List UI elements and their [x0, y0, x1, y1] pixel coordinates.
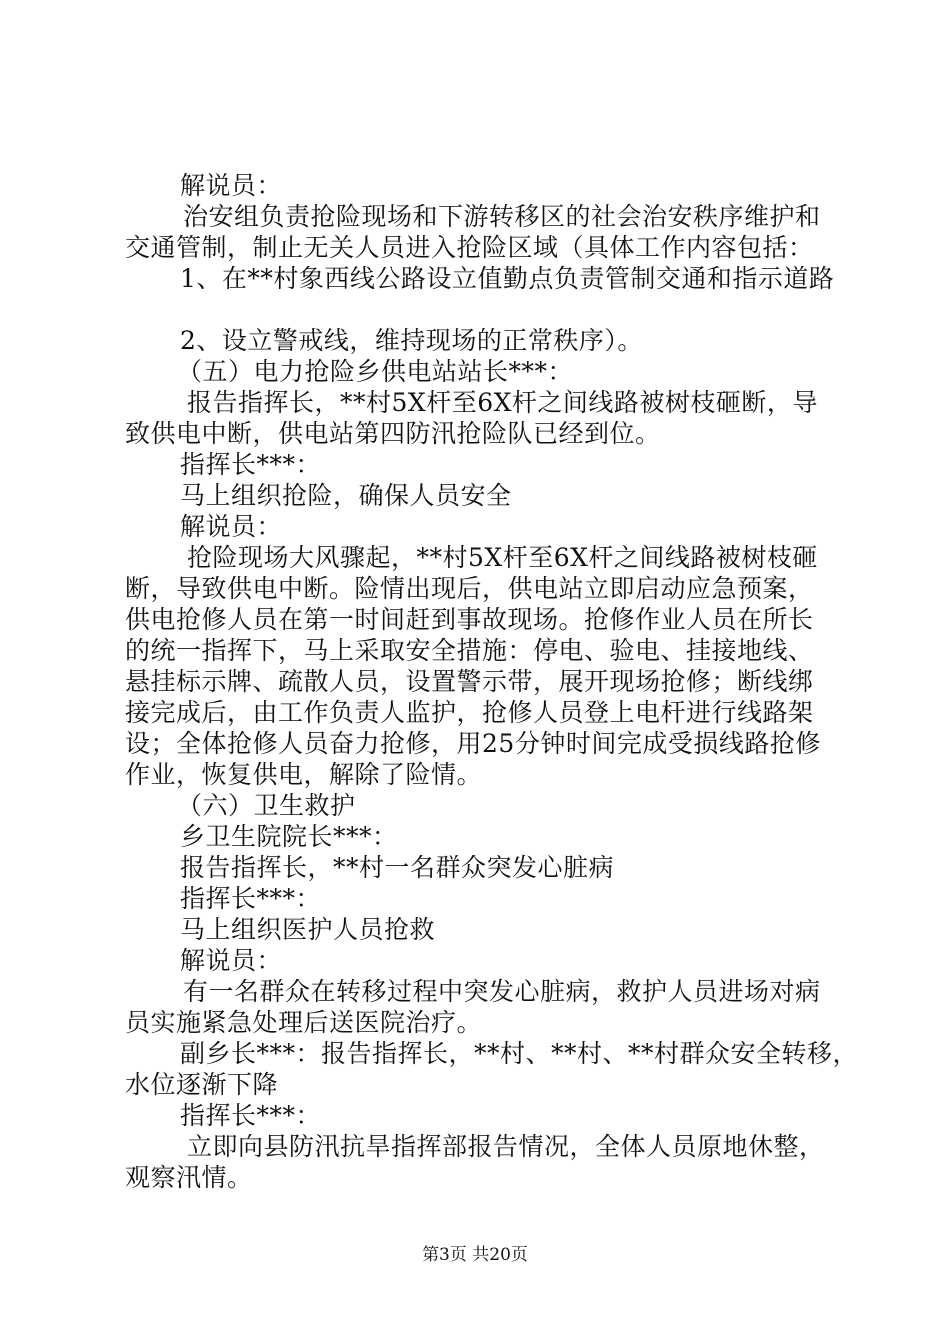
- text-line: 指挥长***：: [180, 884, 322, 913]
- text-line: 1、在**村象西线公路设立值勤点负责管制交通和指示道路: [180, 264, 835, 293]
- text-line: 立即向县防汛抗旱指挥部报告情况，全体人员原地休整，: [187, 1132, 825, 1161]
- text-line: 解说员：: [180, 946, 283, 975]
- text-line: 悬挂标示牌、疏散人员，设置警示带，展开现场抢修；断线绑: [125, 667, 814, 696]
- text-line: 设；全体抢修人员奋力抢修，用25分钟时间完成受损线路抢修: [125, 729, 821, 758]
- text-line: 马上组织医护人员抢救: [180, 915, 436, 944]
- text-line: 接完成后，由工作负责人监护，抢修人员登上电杆进行线路架: [125, 698, 814, 727]
- text-line: 供电抢修人员在第一时间赶到事故现场。抢修作业人员在所长: [125, 605, 814, 634]
- text-line: 断，导致供电中断。险情出现后，供电站立即启动应急预案，: [125, 574, 814, 603]
- blank-line: [125, 294, 845, 325]
- text-line: 马上组织抢险，确保人员安全: [180, 481, 512, 510]
- page-number-footer: 第3页 共20页: [422, 1245, 528, 1265]
- text-line: 交通管制，制止无关人员进入抢险区域（具体工作内容包括：: [125, 233, 814, 262]
- text-line: 治安组负责抢险现场和下游转移区的社会治安秩序维护和: [183, 202, 821, 231]
- text-line: 指挥长***：: [180, 1101, 322, 1130]
- text-line: 作业，恢复供电，解除了险情。: [125, 760, 483, 789]
- text-line: 的统一指挥下，马上采取安全措施：停电、验电、挂接地线、: [125, 636, 814, 665]
- text-line: 乡卫生院院长***：: [180, 822, 398, 851]
- text-line: 水位逐渐下降: [125, 1070, 279, 1099]
- text-line: 副乡长***：报告指挥长，**村、**村、**村群众安全转移，: [180, 1039, 859, 1068]
- text-line: 观察汛情。: [125, 1163, 253, 1192]
- text-line: 抢险现场大风骤起，**村5X杆至6X杆之间线路被树枝砸: [187, 543, 818, 572]
- text-line: 有一名群众在转移过程中突发心脏病，救护人员进场对病: [183, 977, 821, 1006]
- text-line: 致供电中断，供电站第四防汛抢险队已经到位。: [125, 419, 661, 448]
- section-heading: （五）电力抢险乡供电站站长***：: [177, 357, 574, 386]
- text-line: 报告指挥长，**村5X杆至6X杆之间线路被树枝砸断，导: [187, 388, 818, 417]
- text-line: 报告指挥长，**村一名群众突发心脏病: [180, 853, 615, 882]
- text-line: 解说员：: [180, 171, 283, 200]
- text-line: 2、设立警戒线，维持现场的正常秩序）。: [180, 326, 643, 355]
- text-line: 员实施紧急处理后送医院治疗。: [125, 1008, 483, 1037]
- text-line: 解说员：: [180, 512, 283, 541]
- section-heading: （六）卫生救护: [177, 791, 356, 820]
- document-body: [125, 170, 859, 1193]
- text-line: 指挥长***：: [180, 450, 322, 479]
